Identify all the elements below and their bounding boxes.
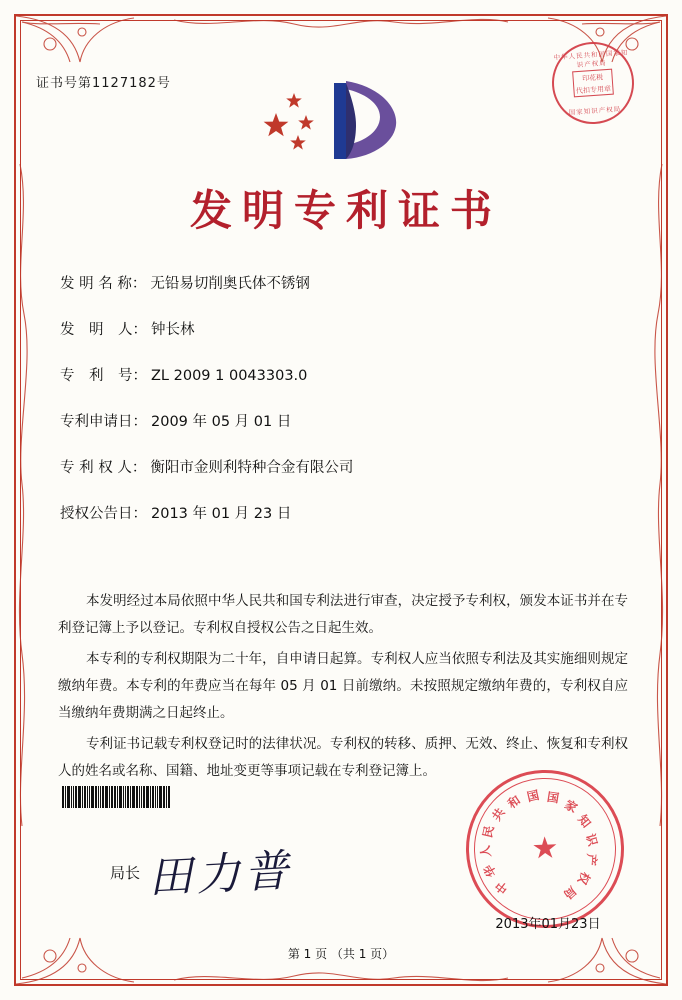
official-seal-char: 识: [583, 832, 600, 848]
field-patentee: [60, 456, 626, 477]
body-paragraph-2: 本专利的专利权期限为二十年，自申请日起算。专利权人应当依照专利法及其实施细则规定缴纳年费。本专利的年费应当在每年 05 月 01 日前缴纳。未按照规定缴纳年费的，专利权自应当缴纳年费期满之日起终止。: [58, 651, 628, 721]
official-seal-char: 产: [583, 853, 599, 867]
official-seal-char: 和: [505, 792, 524, 812]
field-patent-number: [60, 364, 626, 385]
official-seal-char: 华: [481, 862, 500, 880]
official-seal: [463, 767, 626, 930]
official-seal-char: 权: [574, 869, 593, 887]
certificate-body: [58, 588, 628, 789]
tax-stamp-arc-top: 中华人民共和国国家知识产权局: [553, 48, 629, 70]
official-seal-text: [466, 770, 623, 927]
field-value: 衡阳市金则利特种合金有限公司: [150, 460, 354, 476]
sipo-logo: [0, 62, 682, 172]
official-seal-char: 局: [560, 883, 580, 902]
field-label: 发 明 人：: [60, 322, 147, 338]
barcode: [62, 786, 210, 808]
field-grant-date: [60, 502, 626, 523]
field-value: 2009 年 05 月 01 日: [151, 414, 292, 430]
field-value: 2013 年 01 月 23 日: [151, 506, 292, 522]
field-value: 钟长林: [151, 322, 195, 338]
field-label: 专 利 号：: [60, 368, 147, 384]
body-paragraph-1: 本发明经过本局依照中华人民共和国专利法进行审查，决定授予专利权，颁发本证书并在专利登记簿上予以登记。专利权自授权公告之日起生效。: [58, 593, 628, 636]
tax-stamp-arc-bottom: 国家知识产权局: [568, 105, 622, 117]
page-title: 发明专利证书: [189, 186, 502, 235]
certificate-fields: [60, 272, 626, 548]
field-application-date: [60, 410, 626, 431]
signature-label: 局长: [110, 864, 141, 882]
tax-stamp-line1: 印花税: [581, 73, 604, 83]
official-seal-char: 知: [575, 812, 594, 831]
field-inventor: [60, 318, 626, 339]
logo-pillar-icon: [334, 83, 346, 159]
certificate-number: 证书号第1127182号: [36, 76, 171, 91]
field-invention-title: [60, 272, 626, 293]
national-emblem-star-icon: ★: [530, 830, 560, 867]
seal-date: 2013年01月23日: [495, 917, 601, 932]
field-value: 无铅易切削奥氏体不锈钢: [150, 276, 310, 292]
tax-stamp-line2: 代扣专用章: [575, 84, 612, 96]
body-paragraph-3: 专利证书记载专利权登记时的法律状况。专利权的转移、质押、无效、终止、恢复和专利权人的姓名或名称、国籍、地址变更等事项记载在专利登记簿上。: [58, 736, 628, 779]
sipo-logo-graphic: [246, 67, 436, 167]
signature-handwriting: 田力普: [146, 845, 294, 904]
official-seal-char: 共: [489, 805, 508, 824]
field-label: 专 利 权 人：: [60, 460, 147, 476]
page-footer: 第 1 页 （共 1 页）: [287, 947, 395, 961]
official-seal-char: 民: [480, 824, 497, 840]
official-seal-char: 中: [492, 878, 511, 897]
field-label: 发 明 名 称：: [60, 276, 147, 292]
field-value: ZL 2009 1 0043303.0: [151, 368, 308, 384]
field-label: 授权公告日：: [60, 506, 147, 522]
official-seal-char: 国: [525, 788, 541, 805]
logo-stars-icon: [264, 93, 314, 150]
official-seal-char: 家: [562, 797, 580, 816]
official-seal-char: 人: [477, 844, 494, 859]
field-label: 专利申请日：: [60, 414, 147, 430]
official-seal-char: 国: [546, 789, 561, 806]
